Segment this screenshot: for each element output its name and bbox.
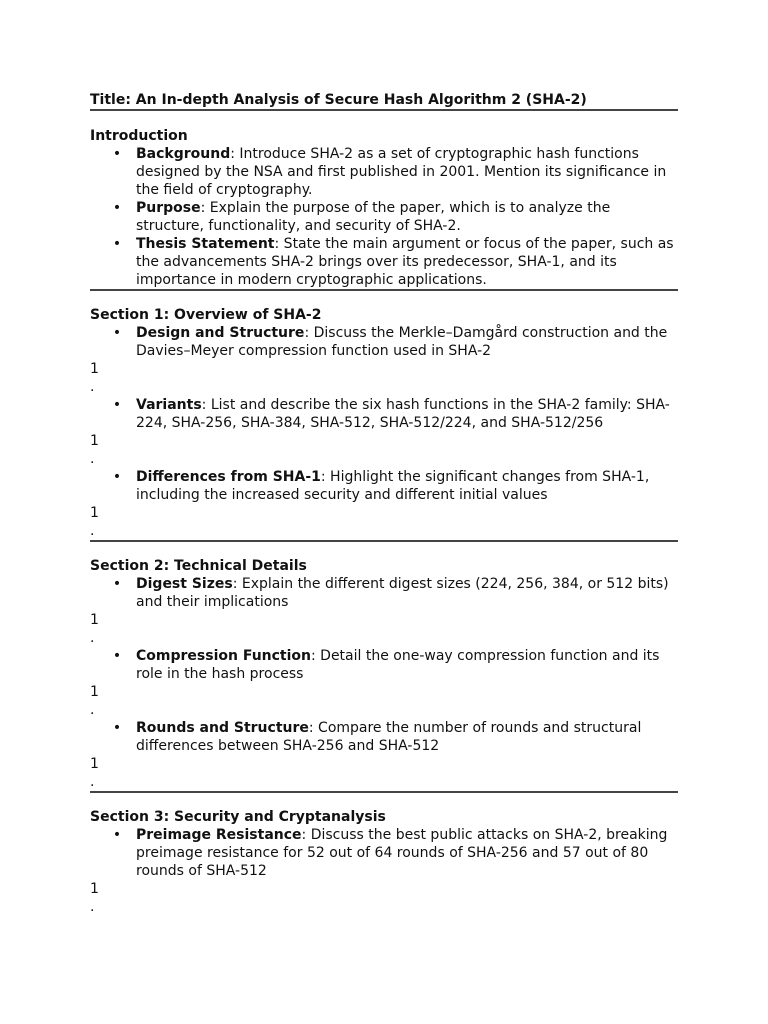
bullet-list xyxy=(90,324,678,360)
document-page xyxy=(90,91,678,916)
section-security xyxy=(90,808,678,916)
list-item xyxy=(90,199,678,235)
document-title: Title: An In-depth Analysis of Secure Hash Algorithm 2 (SHA-2) xyxy=(90,92,587,108)
bullet-list xyxy=(90,468,678,504)
item-term: Rounds and Structure xyxy=(136,720,309,736)
footnote-number: 1 xyxy=(90,361,99,377)
item-text: : State the main argument or focus of the paper, such as the advancements SHA-2 brings over its predecessor, SHA-1, and its importance in modern cryptographic applications. xyxy=(136,236,674,288)
footnote-dot: . xyxy=(90,451,95,467)
bullet-list xyxy=(90,396,678,432)
bullet-list xyxy=(90,145,678,289)
bullet-icon: • xyxy=(112,200,122,216)
section-divider xyxy=(90,791,678,793)
bullet-list xyxy=(90,647,678,683)
item-term: Digest Sizes xyxy=(136,576,233,592)
bullet-list xyxy=(90,575,678,611)
list-item xyxy=(90,575,678,611)
section-introduction xyxy=(90,127,678,289)
item-text: : Detail the one-way compression function and its role in the hash process xyxy=(136,648,660,682)
bullet-icon: • xyxy=(112,236,122,252)
footnote-dot: . xyxy=(90,702,95,718)
list-item xyxy=(90,145,678,199)
item-term: Variants xyxy=(136,397,202,413)
section-divider xyxy=(90,289,678,291)
section-divider xyxy=(90,540,678,542)
bullet-icon: • xyxy=(112,325,122,341)
section-heading: Introduction xyxy=(90,128,188,144)
section-heading: Section 2: Technical Details xyxy=(90,558,307,574)
footnote-dot: . xyxy=(90,899,95,915)
section-overview xyxy=(90,306,678,540)
footnote-dot: . xyxy=(90,630,95,646)
footnote-number: 1 xyxy=(90,505,99,521)
section-technical-details xyxy=(90,557,678,791)
footnote-number: 1 xyxy=(90,756,99,772)
item-term: Background xyxy=(136,146,231,162)
footnote-number: 1 xyxy=(90,433,99,449)
list-item xyxy=(90,324,678,360)
item-term: Design and Structure xyxy=(136,325,305,341)
bullet-icon: • xyxy=(112,397,122,413)
bullet-icon: • xyxy=(112,827,122,843)
bullet-icon: • xyxy=(112,576,122,592)
footnote-number: 1 xyxy=(90,612,99,628)
footnote-number: 1 xyxy=(90,881,99,897)
item-text: : Discuss the Merkle–Damgård construction and the Davies–Meyer compression function used in SHA-2 xyxy=(136,325,668,359)
item-text: : List and describe the six hash functions in the SHA-2 family: SHA-224, SHA-256, SHA-384, SHA-512, SHA-512/224, and SHA-512/256 xyxy=(136,397,670,431)
bullet-icon: • xyxy=(112,146,122,162)
bullet-icon: • xyxy=(112,469,122,485)
bullet-list xyxy=(90,719,678,755)
list-item xyxy=(90,235,678,289)
list-item xyxy=(90,826,678,880)
item-text: : Explain the different digest sizes (224, 256, 384, or 512 bits) and their implications xyxy=(136,576,669,610)
bullet-icon: • xyxy=(112,648,122,664)
footnote-dot: . xyxy=(90,774,95,790)
item-text: : Introduce SHA-2 as a set of cryptographic hash functions designed by the NSA and first published in 2001. Mention its significance in the field of cryptography. xyxy=(136,146,667,198)
item-text: : Compare the number of rounds and structural differences between SHA-256 and SHA-512 xyxy=(136,720,642,754)
footnote-dot: . xyxy=(90,379,95,395)
item-text: : Discuss the best public attacks on SHA-2, breaking preimage resistance for 52 out of 64 rounds of SHA-256 and 57 out of 80 rounds of SHA-512 xyxy=(136,827,668,879)
footnote-number: 1 xyxy=(90,684,99,700)
item-term: Thesis Statement xyxy=(136,236,275,252)
title-divider xyxy=(90,109,678,111)
item-term: Purpose xyxy=(136,200,201,216)
section-heading: Section 3: Security and Cryptanalysis xyxy=(90,809,386,825)
footnote-dot: . xyxy=(90,523,95,539)
list-item xyxy=(90,396,678,432)
bullet-icon: • xyxy=(112,720,122,736)
list-item xyxy=(90,719,678,755)
section-heading: Section 1: Overview of SHA-2 xyxy=(90,307,322,323)
item-term: Compression Function xyxy=(136,648,311,664)
bullet-list xyxy=(90,826,678,880)
list-item xyxy=(90,647,678,683)
item-text: : Explain the purpose of the paper, which is to analyze the structure, functionality, and security of SHA-2. xyxy=(136,200,611,234)
item-term: Differences from SHA-1 xyxy=(136,469,321,485)
item-text: : Highlight the significant changes from SHA-1, including the increased security and different initial values xyxy=(136,469,650,503)
list-item xyxy=(90,468,678,504)
item-term: Preimage Resistance xyxy=(136,827,302,843)
